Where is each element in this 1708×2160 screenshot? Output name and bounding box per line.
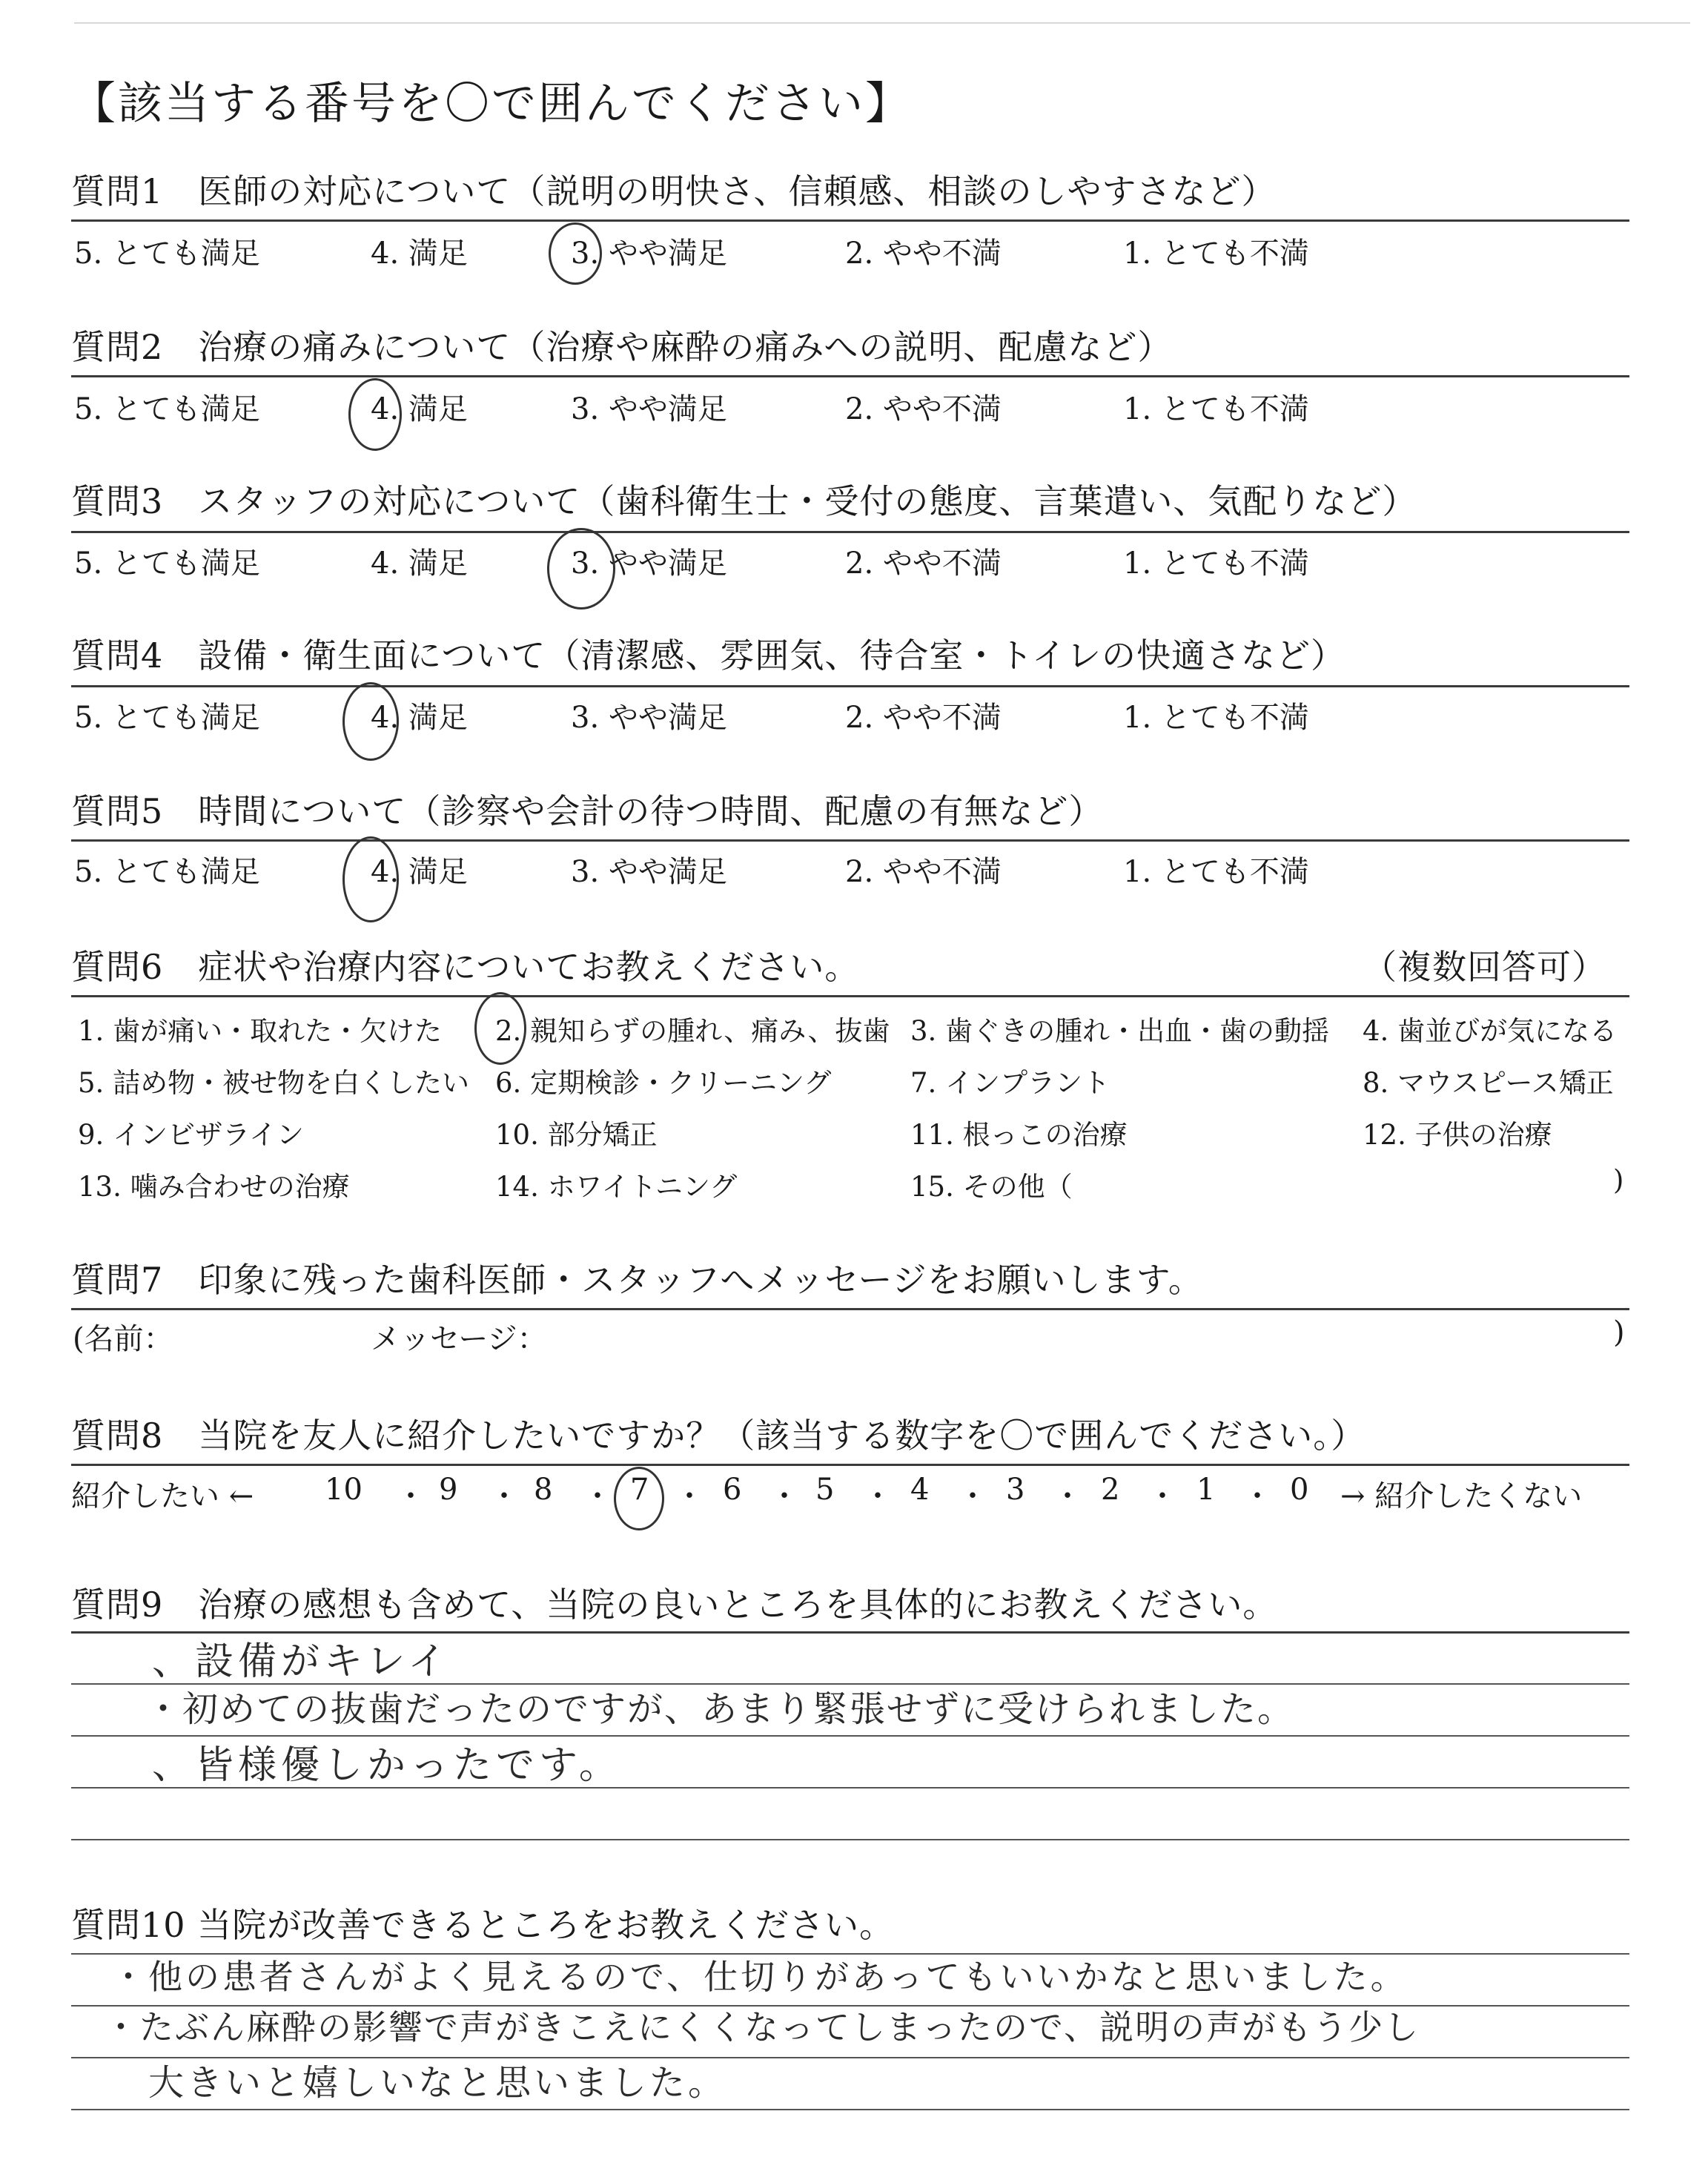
rating-option-1[interactable]: 1. とても不満 [1123, 237, 1309, 271]
rating-option-5[interactable]: 5. とても満足 [74, 546, 260, 581]
question-title: 質問8 当院を友人に紹介したいですか？（該当する数字を〇で囲んでください。） [71, 1416, 1366, 1456]
answer-line [71, 1839, 1629, 1840]
rating-option-2[interactable]: 2. やや不満 [845, 701, 1002, 735]
symptom-option[interactable]: 3. 歯ぐきの腫れ・出血・歯の動揺 [910, 1015, 1330, 1047]
form-instructions: 【該当する番号を〇で囲んでください】 [71, 78, 912, 130]
scale-10[interactable]: 10 [325, 1473, 363, 1507]
scale-separator: ・ [769, 1479, 799, 1513]
question-title: 質問2 治療の痛みについて（治療や麻酔の痛みへの説明、配慮など） [71, 327, 1173, 367]
scale-7[interactable]: 7 [630, 1473, 649, 1507]
name-label: (名前： [73, 1322, 173, 1356]
scale-separator: ・ [489, 1479, 519, 1513]
question-title: 質問6 症状や治療内容についてお教えください。 [71, 947, 860, 987]
handwritten-answer: ・他の患者さんがよく見えるので、仕切りがあってもいいかなと思いました。 [111, 1957, 1408, 1997]
scale-6[interactable]: 6 [723, 1473, 742, 1507]
question-title: 質問10 当院が改善できるところをお教えください。 [71, 1905, 895, 1945]
scale-8[interactable]: 8 [534, 1473, 553, 1507]
question-title: 質問4 設備・衛生面について（清潔感、雰囲気、待合室・トイレの快適さなど） [71, 635, 1346, 676]
symptom-option[interactable]: 6. 定期検診・クリーニング [495, 1067, 832, 1099]
divider [71, 1308, 1629, 1310]
handwritten-answer: 大きいと嬉しいなと思いました。 [148, 2062, 727, 2104]
symptom-option[interactable]: 9. インビザライン [78, 1119, 304, 1151]
message-label: メッセージ： [371, 1322, 547, 1356]
symptom-option[interactable]: 15. その他（ [910, 1171, 1073, 1203]
question-title: 質問3 スタッフの対応について（歯科衛生士・受付の態度、言葉遣い、気配りなど） [71, 481, 1417, 521]
scale-separator: ・ [675, 1479, 704, 1513]
rating-option-2[interactable]: 2. やや不満 [845, 855, 1002, 889]
handwritten-answer: ・初めての抜歯だったのですが、あまり緊張せずに受けられました。 [145, 1688, 1295, 1730]
rating-option-5[interactable]: 5. とても満足 [74, 237, 260, 271]
symptom-option[interactable]: 8. マウスピース矯正 [1363, 1067, 1614, 1099]
symptom-option[interactable]: 12. 子供の治療 [1363, 1119, 1552, 1151]
divider [71, 1464, 1629, 1466]
selection-circle [342, 836, 399, 922]
divider [71, 995, 1629, 997]
answer-line [71, 2109, 1629, 2110]
rating-option-1[interactable]: 1. とても不満 [1123, 701, 1309, 735]
divider [71, 685, 1629, 687]
rating-option-3[interactable]: 3. やや満足 [571, 237, 727, 271]
divider [71, 839, 1629, 842]
scale-2[interactable]: 2 [1101, 1473, 1120, 1507]
rating-option-3[interactable]: 3. やや満足 [571, 546, 727, 581]
rating-option-3[interactable]: 3. やや満足 [571, 855, 727, 889]
handwritten-answer: ・たぶん麻酔の影響で声がきこえにくくなってしまったので、説明の声がもう少し [104, 2007, 1420, 2047]
symptom-option[interactable]: 5. 詰め物・被せ物を白くしたい [78, 1067, 470, 1099]
scale-3[interactable]: 3 [1006, 1473, 1025, 1507]
symptom-option[interactable]: 14. ホワイトニング [495, 1171, 738, 1203]
rating-option-5[interactable]: 5. とても満足 [74, 701, 260, 735]
selection-circle [549, 222, 602, 285]
multiple-answers-note: （複数回答可） [1363, 947, 1606, 987]
rating-option-1[interactable]: 1. とても不満 [1123, 546, 1309, 581]
question-title: 質問9 治療の感想も含めて、当院の良いところを具体的にお教えください。 [71, 1585, 1278, 1625]
selection-circle [474, 992, 526, 1065]
scale-separator: ・ [863, 1479, 893, 1513]
rating-option-1[interactable]: 1. とても不満 [1123, 392, 1309, 426]
scale-9[interactable]: 9 [439, 1473, 458, 1507]
rating-option-2[interactable]: 2. やや不満 [845, 392, 1002, 426]
selection-circle [348, 378, 402, 451]
top-border-line [74, 22, 1690, 24]
question-title: 質問7 印象に残った歯科医師・スタッフへメッセージをお願いします。 [71, 1260, 1203, 1300]
other-close-paren: ) [1613, 1164, 1624, 1196]
symptom-option[interactable]: 13. 噛み合わせの治療 [78, 1171, 350, 1203]
symptom-option[interactable]: 1. 歯が痛い・取れた・欠けた [78, 1015, 443, 1047]
selection-circle [547, 528, 615, 610]
scale-5[interactable]: 5 [815, 1473, 835, 1507]
rating-option-3[interactable]: 3. やや満足 [571, 701, 727, 735]
rating-option-5[interactable]: 5. とても満足 [74, 392, 260, 426]
rating-option-2[interactable]: 2. やや不満 [845, 237, 1002, 271]
handwritten-answer: 、皆様優しかったです。 [152, 1743, 622, 1788]
symptom-option[interactable]: 11. 根っこの治療 [910, 1119, 1128, 1151]
symptom-option[interactable]: 10. 部分矯正 [495, 1119, 658, 1151]
selection-circle [614, 1467, 664, 1530]
question-title: 質問1 医師の対応について（説明の明快さ、信頼感、相談のしやすさなど） [71, 171, 1277, 211]
scale-separator: ・ [958, 1479, 987, 1513]
rating-option-4[interactable]: 4. 満足 [371, 392, 468, 426]
close-paren: ) [1613, 1315, 1625, 1350]
scale-separator: ・ [1242, 1479, 1272, 1513]
rating-option-4[interactable]: 4. 満足 [371, 237, 468, 271]
symptom-option[interactable]: 7. インプラント [910, 1067, 1110, 1099]
symptom-option[interactable]: 4. 歯並びが気になる [1363, 1015, 1618, 1047]
recommend-right-label: → 紹介したくない [1340, 1479, 1583, 1513]
rating-option-2[interactable]: 2. やや不満 [845, 546, 1002, 581]
scale-1[interactable]: 1 [1196, 1473, 1216, 1507]
scale-separator: ・ [583, 1479, 612, 1513]
scale-separator: ・ [1148, 1479, 1177, 1513]
question-title: 質問5 時間について（診察や会計の待つ時間、配慮の有無など） [71, 791, 1104, 831]
handwritten-answer: 、設備がキレイ [152, 1639, 451, 1684]
divider [71, 375, 1629, 377]
scale-0[interactable]: 0 [1290, 1473, 1309, 1507]
rating-option-4[interactable]: 4. 満足 [371, 546, 468, 581]
scale-separator: ・ [1053, 1479, 1082, 1513]
rating-option-1[interactable]: 1. とても不満 [1123, 855, 1309, 889]
selection-circle [342, 682, 399, 761]
rating-option-3[interactable]: 3. やや満足 [571, 392, 727, 426]
rating-option-4[interactable]: 4. 満足 [371, 701, 468, 735]
recommend-left-label: 紹介したい ← [71, 1479, 254, 1513]
divider [71, 219, 1629, 222]
rating-option-4[interactable]: 4. 満足 [371, 855, 468, 889]
divider [71, 531, 1629, 533]
rating-option-5[interactable]: 5. とても満足 [74, 855, 260, 889]
scale-4[interactable]: 4 [910, 1473, 930, 1507]
symptom-option[interactable]: 2. 親知らずの腫れ、痛み、抜歯 [495, 1015, 890, 1047]
scale-separator: ・ [396, 1479, 426, 1513]
